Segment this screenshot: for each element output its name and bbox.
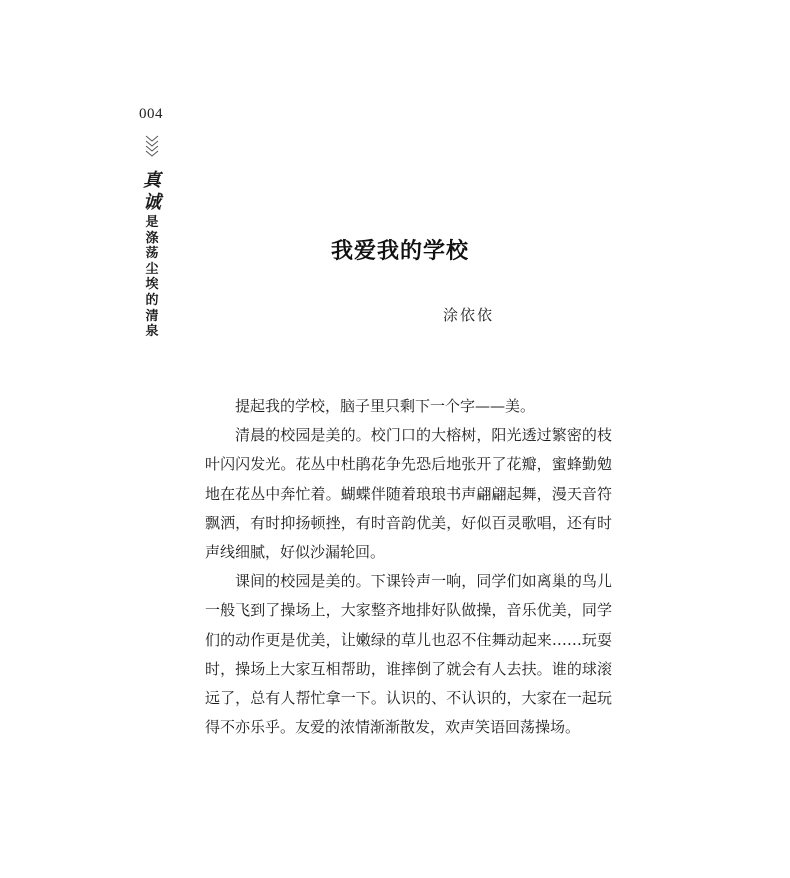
- series-title-char: 荡: [145, 246, 159, 262]
- article-author: 涂依依: [443, 306, 495, 324]
- article-body: [205, 392, 612, 742]
- series-title-char: 清: [145, 308, 159, 324]
- body-paragraph: 课间的校园是美的。下课铃声一响，同学们如离巢的鸟儿一般飞到了操场上，大家整齐地排好队做操，音乐优美，同学们的动作更是优美，让嫩绿的草儿也忍不住舞动起来……玩耍时，操场上大家互相帮助，谁摔倒了就会有人去扶。谁的球滚远了，总有人帮忙拿一下。认识的、不认识的，大家在一起玩得不亦乐乎。友爱的浓情渐渐散发，欢声笑语回荡操场。: [205, 572, 612, 737]
- series-title-char: 泉: [145, 324, 159, 340]
- series-title-char: 真: [143, 170, 161, 191]
- chevron-ornament-icon: [143, 134, 161, 164]
- page-number: 004: [139, 106, 163, 122]
- series-title-char: 尘: [145, 261, 159, 277]
- body-paragraph: 清晨的校园是美的。校门口的大榕树，阳光透过繁密的枝叶闪闪发光。花丛中杜鹃花争先恐后地张开了花瓣，蜜蜂勤勉地在花丛中奔忙着。蝴蝶伴随着琅琅书声翩翩起舞，漫天音符飘洒，有时抑扬顿挫，有时音韵优美，好似百灵歌唱，还有时声线细腻，好似沙漏轮回。: [205, 426, 612, 562]
- series-title-char: 是: [145, 215, 159, 230]
- series-title-char: 诚: [143, 192, 161, 213]
- series-title-char: 的: [145, 292, 159, 308]
- series-title-char: 涤: [145, 230, 159, 246]
- series-title-char: 埃: [145, 277, 159, 293]
- body-paragraph: 提起我的学校，脑子里只剩下一个字——美。: [235, 397, 536, 415]
- series-title-main: [143, 170, 161, 214]
- article-title: 我爱我的学校: [330, 238, 469, 264]
